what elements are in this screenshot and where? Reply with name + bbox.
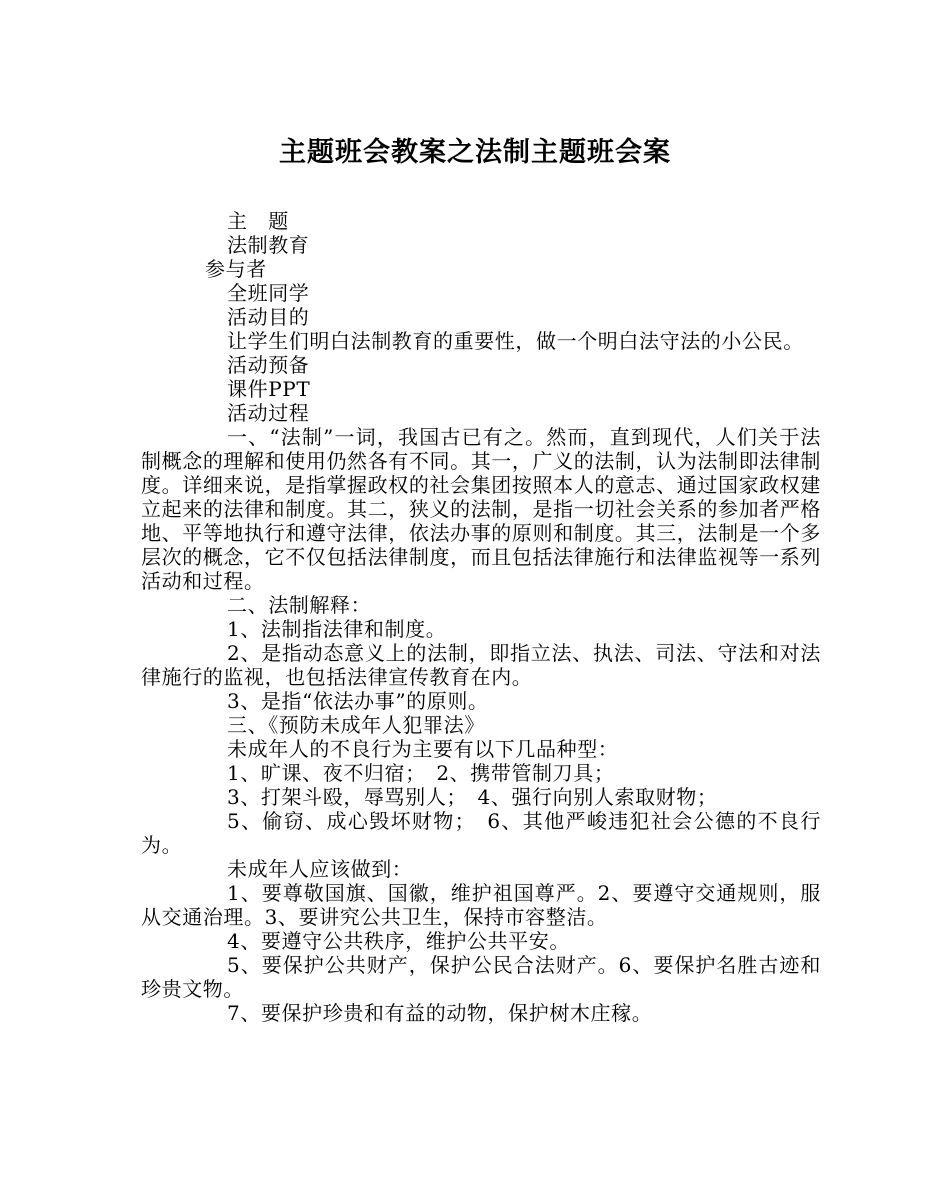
document-body [141,209,821,1025]
purpose-text: 让学生们明白法制教育的重要性，做一个明白法守法的小公民。 [227,329,804,353]
should-do-item: 7、要保护珍贵和有益的动物，保护树木庄稼。 [227,1001,653,1025]
bad-behavior-item: 5、偷窃、成心毁坏财物； 6、其他严峻违犯社会公德的不良行为。 [141,809,821,857]
participants-value: 全班同学 [227,281,310,305]
heading-law: 三、《预防未成年人犯罪法》 [227,713,485,737]
bad-behavior-item: 3、打架斗殴，辱骂别人； 4、强行向别人索取财物； [227,785,718,809]
theme-value: 法制教育 [227,233,310,257]
should-do-item: 1、要尊敬国旗、国徽，维护祖国尊严。2、要遵守交通规则，服从交通治理。3、要讲究公共卫生，保持市容整洁。 [141,881,821,929]
heading-purpose: 活动目的 [227,305,310,329]
paragraph-legal-system: 一、“法制”一词，我国古已有之。然而，直到现代，人们关于法制概念的理解和使用仍然各有不同。其一，广义的法制，认为法制即法律制度。详细来说，是指掌握政权的社会集团按照本人的意志、通过国家政权建立起来的法律和制度。其二，狭义的法制，是指一切社会关系的参加者严格地、平等地执行和遵守法律，依法办事的原则和制度。其三，法制是一个多层次的概念，它不仅包括法律制度，而且包括法律施行和法律监视等一系列活动和过程。 [141,425,821,593]
should-do-item: 5、要保护公共财产，保护公民合法财产。6、要保护名胜古迹和珍贵文物。 [141,953,821,1001]
preparation-value: 课件PPT [227,377,311,401]
should-do-intro: 未成年人应该做到： [227,857,413,881]
heading-process: 活动过程 [227,401,310,425]
bad-behavior-intro: 未成年人的不良行为主要有以下几品种型： [227,737,619,761]
explanation-item: 2、是指动态意义上的法制，即指立法、执法、司法、守法和对法律施行的监视，也包括法律宣传教育在内。 [141,641,821,689]
heading-explanation: 二、法制解释： [227,593,372,617]
bad-behavior-item: 1、旷课、夜不归宿； 2、携带管制刀具； [227,761,615,785]
document-title: 主题班会教案之法制主题班会案 [279,137,671,168]
should-do-item: 4、要遵守公共秩序，维护公共平安。 [227,929,570,953]
heading-theme: 主 题 [227,209,289,233]
heading-participants: 参与者 [205,257,267,281]
explanation-item: 1、法制指法律和制度。 [227,617,447,641]
heading-preparation: 活动预备 [227,353,310,377]
explanation-item: 3、是指“依法办事”的原则。 [227,689,489,713]
